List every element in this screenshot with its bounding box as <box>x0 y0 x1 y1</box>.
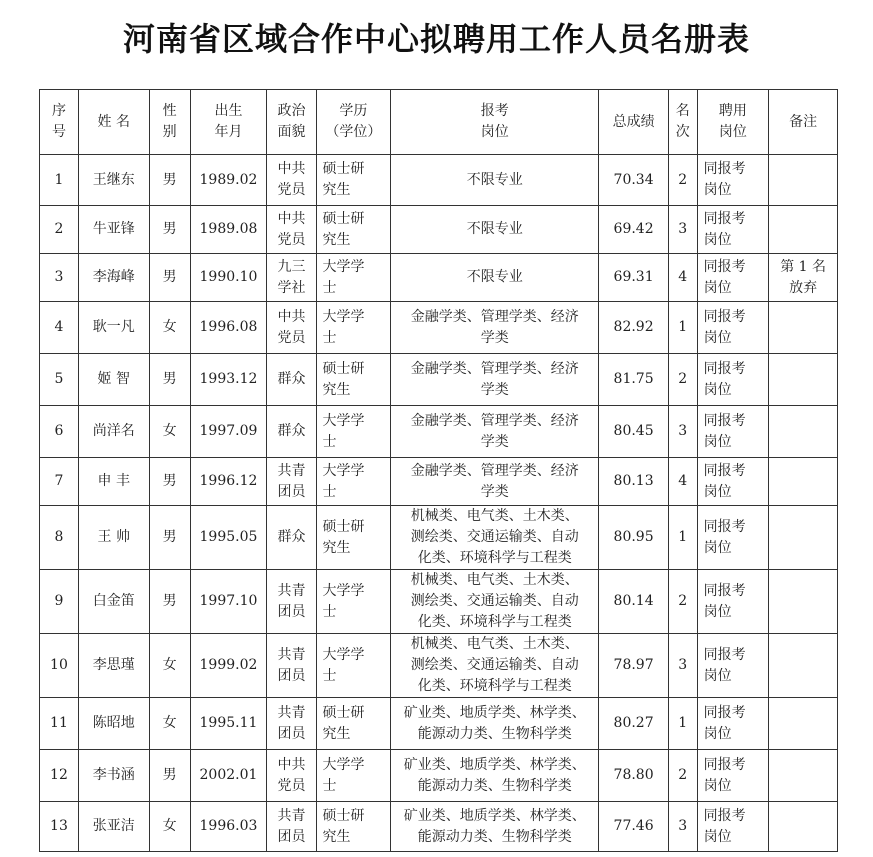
cell-rank: 2 <box>668 570 697 634</box>
cell-score: 69.31 <box>599 254 669 302</box>
cell-political: 中共 党员 <box>267 302 316 354</box>
table-row <box>40 750 838 802</box>
cell-name: 李书涵 <box>78 750 149 802</box>
header-remark: 备注 <box>769 90 838 155</box>
header-gender: 性 别 <box>149 90 190 155</box>
cell-gender: 男 <box>149 506 190 570</box>
table-row <box>40 155 838 206</box>
cell-score: 80.13 <box>599 458 669 506</box>
header-name: 姓 名 <box>78 90 149 155</box>
cell-position: 机械类、电气类、土木类、 测绘类、交通运输类、自动 化类、环境科学与工程类 <box>391 634 599 698</box>
table-row <box>40 634 838 698</box>
cell-political: 共青 团员 <box>267 698 316 750</box>
table-row <box>40 458 838 506</box>
cell-birth: 1996.08 <box>190 302 267 354</box>
cell-remark <box>769 458 838 506</box>
cell-education: 硕士研 究生 <box>316 802 391 852</box>
cell-gender: 女 <box>149 302 190 354</box>
cell-remark <box>769 206 838 254</box>
cell-remark <box>769 698 838 750</box>
cell-rank: 2 <box>668 354 697 406</box>
cell-political: 群众 <box>267 406 316 458</box>
cell-education: 大学学 士 <box>316 634 391 698</box>
cell-remark <box>769 155 838 206</box>
cell-seq: 5 <box>40 354 79 406</box>
cell-rank: 3 <box>668 206 697 254</box>
cell-education: 大学学 士 <box>316 302 391 354</box>
cell-score: 82.92 <box>599 302 669 354</box>
cell-gender: 男 <box>149 458 190 506</box>
cell-hire-position: 同报考 岗位 <box>697 634 769 698</box>
cell-seq: 11 <box>40 698 79 750</box>
cell-position: 矿业类、地质学类、林学类、 能源动力类、生物科学类 <box>391 698 599 750</box>
header-rank: 名 次 <box>668 90 697 155</box>
cell-position: 不限专业 <box>391 254 599 302</box>
cell-political: 群众 <box>267 354 316 406</box>
cell-score: 70.34 <box>599 155 669 206</box>
cell-remark <box>769 406 838 458</box>
cell-rank: 3 <box>668 634 697 698</box>
cell-name: 李思瑾 <box>78 634 149 698</box>
cell-political: 中共 党员 <box>267 206 316 254</box>
cell-political: 共青 团员 <box>267 458 316 506</box>
cell-seq: 8 <box>40 506 79 570</box>
cell-birth: 1995.05 <box>190 506 267 570</box>
table-row <box>40 506 838 570</box>
cell-name: 尚洋名 <box>78 406 149 458</box>
cell-birth: 1993.12 <box>190 354 267 406</box>
document-title: 河南省区域合作中心拟聘用工作人员名册表 <box>122 20 750 58</box>
cell-seq: 13 <box>40 802 79 852</box>
cell-rank: 2 <box>668 750 697 802</box>
cell-name: 白金笛 <box>78 570 149 634</box>
cell-education: 硕士研 究生 <box>316 506 391 570</box>
cell-name: 李海峰 <box>78 254 149 302</box>
cell-gender: 男 <box>149 254 190 302</box>
cell-rank: 2 <box>668 155 697 206</box>
table-row <box>40 406 838 458</box>
cell-remark <box>769 634 838 698</box>
cell-hire-position: 同报考 岗位 <box>697 802 769 852</box>
cell-political: 九三 学社 <box>267 254 316 302</box>
cell-birth: 1989.02 <box>190 155 267 206</box>
cell-name: 王继东 <box>78 155 149 206</box>
header-position: 报考 岗位 <box>391 90 599 155</box>
cell-rank: 1 <box>668 302 697 354</box>
cell-political: 中共 党员 <box>267 750 316 802</box>
cell-remark <box>769 506 838 570</box>
table-body <box>40 155 838 852</box>
cell-birth: 1995.11 <box>190 698 267 750</box>
table-header-row <box>40 90 838 155</box>
cell-rank: 3 <box>668 406 697 458</box>
header-education: 学历 （学位） <box>316 90 391 155</box>
cell-remark <box>769 750 838 802</box>
cell-hire-position: 同报考 岗位 <box>697 458 769 506</box>
cell-position: 机械类、电气类、土木类、 测绘类、交通运输类、自动 化类、环境科学与工程类 <box>391 506 599 570</box>
cell-seq: 12 <box>40 750 79 802</box>
cell-gender: 男 <box>149 750 190 802</box>
cell-position: 机械类、电气类、土木类、 测绘类、交通运输类、自动 化类、环境科学与工程类 <box>391 570 599 634</box>
cell-education: 大学学 士 <box>316 254 391 302</box>
cell-education: 硕士研 究生 <box>316 206 391 254</box>
cell-gender: 女 <box>149 802 190 852</box>
cell-hire-position: 同报考 岗位 <box>697 698 769 750</box>
cell-position: 不限专业 <box>391 155 599 206</box>
cell-score: 78.80 <box>599 750 669 802</box>
cell-political: 群众 <box>267 506 316 570</box>
cell-gender: 男 <box>149 354 190 406</box>
cell-seq: 7 <box>40 458 79 506</box>
cell-remark <box>769 302 838 354</box>
header-score: 总成绩 <box>599 90 669 155</box>
cell-birth: 2002.01 <box>190 750 267 802</box>
cell-remark: 第 1 名 放弃 <box>769 254 838 302</box>
header-birth: 出生 年月 <box>190 90 267 155</box>
cell-position: 不限专业 <box>391 206 599 254</box>
cell-name: 申 丰 <box>78 458 149 506</box>
cell-remark <box>769 354 838 406</box>
cell-score: 80.45 <box>599 406 669 458</box>
cell-education: 硕士研 究生 <box>316 354 391 406</box>
cell-hire-position: 同报考 岗位 <box>697 406 769 458</box>
cell-birth: 1989.08 <box>190 206 267 254</box>
cell-score: 80.95 <box>599 506 669 570</box>
cell-hire-position: 同报考 岗位 <box>697 206 769 254</box>
cell-hire-position: 同报考 岗位 <box>697 506 769 570</box>
cell-birth: 1996.03 <box>190 802 267 852</box>
personnel-table <box>39 89 838 852</box>
header-seq: 序 号 <box>40 90 79 155</box>
cell-score: 78.97 <box>599 634 669 698</box>
cell-seq: 4 <box>40 302 79 354</box>
cell-birth: 1990.10 <box>190 254 267 302</box>
cell-hire-position: 同报考 岗位 <box>697 254 769 302</box>
cell-score: 80.27 <box>599 698 669 750</box>
cell-gender: 男 <box>149 155 190 206</box>
cell-political: 中共 党员 <box>267 155 316 206</box>
header-hire-position: 聘用 岗位 <box>697 90 769 155</box>
header-political: 政治 面貌 <box>267 90 316 155</box>
cell-birth: 1997.09 <box>190 406 267 458</box>
cell-seq: 2 <box>40 206 79 254</box>
cell-score: 80.14 <box>599 570 669 634</box>
cell-name: 张亚洁 <box>78 802 149 852</box>
cell-score: 69.42 <box>599 206 669 254</box>
cell-rank: 1 <box>668 698 697 750</box>
cell-position: 金融学类、管理学类、经济 学类 <box>391 302 599 354</box>
cell-education: 大学学 士 <box>316 750 391 802</box>
cell-score: 81.75 <box>599 354 669 406</box>
cell-position: 金融学类、管理学类、经济 学类 <box>391 406 599 458</box>
cell-position: 矿业类、地质学类、林学类、 能源动力类、生物科学类 <box>391 802 599 852</box>
table-row <box>40 570 838 634</box>
cell-remark <box>769 802 838 852</box>
table-row <box>40 206 838 254</box>
table-row <box>40 302 838 354</box>
cell-name: 牛亚锋 <box>78 206 149 254</box>
cell-position: 金融学类、管理学类、经济 学类 <box>391 458 599 506</box>
cell-position: 金融学类、管理学类、经济 学类 <box>391 354 599 406</box>
cell-political: 共青 团员 <box>267 802 316 852</box>
cell-rank: 4 <box>668 458 697 506</box>
cell-gender: 女 <box>149 406 190 458</box>
cell-education: 大学学 士 <box>316 570 391 634</box>
cell-seq: 3 <box>40 254 79 302</box>
cell-gender: 女 <box>149 698 190 750</box>
cell-birth: 1997.10 <box>190 570 267 634</box>
cell-name: 王 帅 <box>78 506 149 570</box>
cell-birth: 1996.12 <box>190 458 267 506</box>
cell-gender: 男 <box>149 206 190 254</box>
table-row <box>40 254 838 302</box>
cell-hire-position: 同报考 岗位 <box>697 302 769 354</box>
cell-name: 陈昭地 <box>78 698 149 750</box>
cell-remark <box>769 570 838 634</box>
table-row <box>40 354 838 406</box>
cell-seq: 6 <box>40 406 79 458</box>
cell-rank: 4 <box>668 254 697 302</box>
cell-score: 77.46 <box>599 802 669 852</box>
cell-name: 姬 智 <box>78 354 149 406</box>
cell-hire-position: 同报考 岗位 <box>697 570 769 634</box>
cell-education: 大学学 士 <box>316 458 391 506</box>
cell-education: 大学学 士 <box>316 406 391 458</box>
table-row <box>40 698 838 750</box>
cell-political: 共青 团员 <box>267 570 316 634</box>
table-row <box>40 802 838 852</box>
cell-education: 硕士研 究生 <box>316 155 391 206</box>
cell-seq: 1 <box>40 155 79 206</box>
cell-position: 矿业类、地质学类、林学类、 能源动力类、生物科学类 <box>391 750 599 802</box>
cell-hire-position: 同报考 岗位 <box>697 354 769 406</box>
cell-gender: 男 <box>149 570 190 634</box>
cell-seq: 9 <box>40 570 79 634</box>
cell-seq: 10 <box>40 634 79 698</box>
cell-rank: 3 <box>668 802 697 852</box>
cell-education: 硕士研 究生 <box>316 698 391 750</box>
cell-hire-position: 同报考 岗位 <box>697 155 769 206</box>
cell-rank: 1 <box>668 506 697 570</box>
cell-name: 耿一凡 <box>78 302 149 354</box>
cell-hire-position: 同报考 岗位 <box>697 750 769 802</box>
cell-birth: 1999.02 <box>190 634 267 698</box>
cell-gender: 女 <box>149 634 190 698</box>
cell-political: 共青 团员 <box>267 634 316 698</box>
